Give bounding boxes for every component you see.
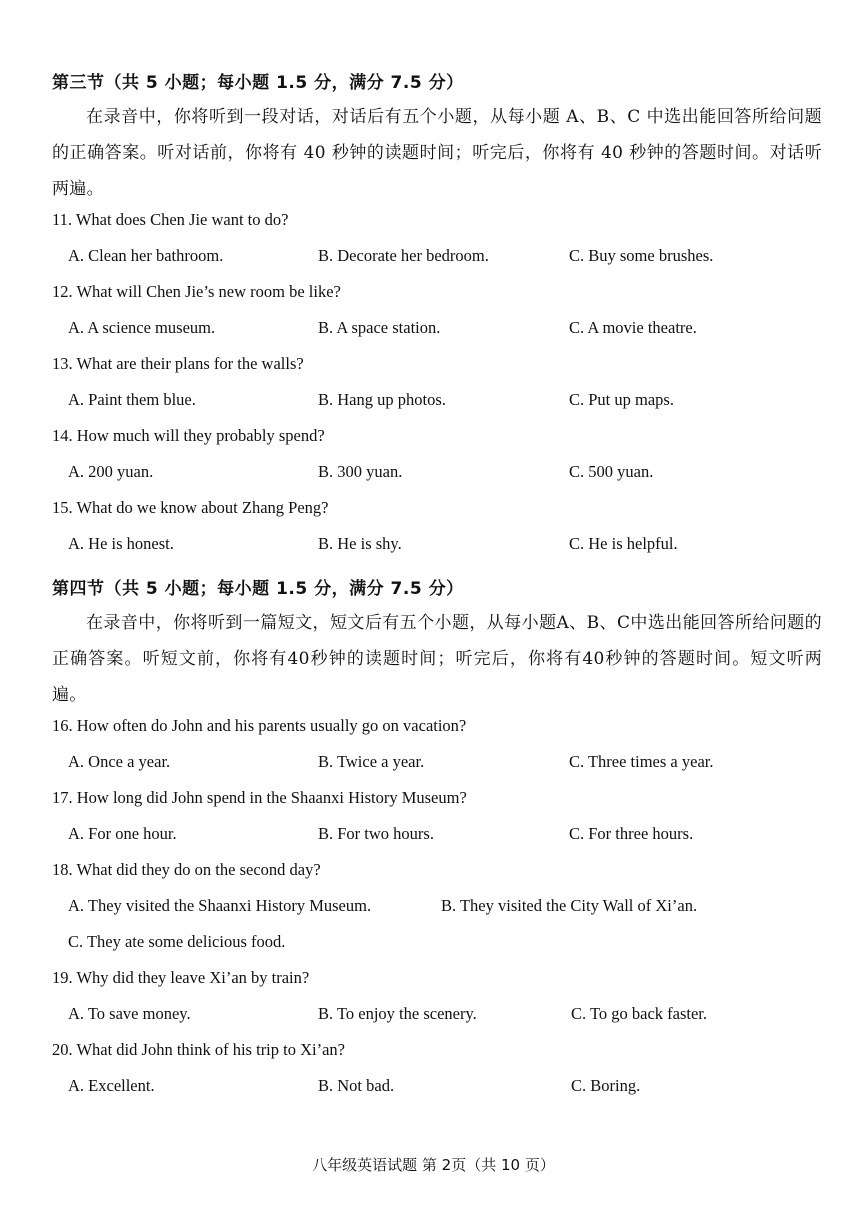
question-20-option-b: B. Not bad. — [318, 1076, 395, 1095]
question-13: 13. What are their plans for the walls? — [52, 354, 304, 373]
section-3-instructions: 在录音中，你将听到一段对话，对话后有五个小题，从每小题 A、B、C 中选出能回答所给问题的正确答案。听对话前，你将有 40 秒钟的读题时间；听完后，你将有 40 秒钟的答题时间。对话听两遍。 — [52, 107, 822, 199]
question-18-option-a: A. They visited the Shaanxi History Museum. — [68, 896, 372, 915]
question-12-option-c: C. A movie theatre. — [569, 318, 697, 337]
question-12-option-a: A. A science museum. — [68, 318, 216, 337]
section-4-instructions: 在录音中，你将听到一篇短文，短文后有五个小题，从每小题A、B、C中选出能回答所给问题的正确答案。听短文前，你将有40秒钟的读题时间；听完后，你将有40秒钟的答题时间。短文听两遍。 — [52, 613, 822, 705]
question-20: 20. What did John think of his trip to Xi’an? — [52, 1040, 345, 1059]
question-18: 18. What did they do on the second day? — [52, 860, 321, 879]
section-3-title: 第三节（共 5 小题；每小题 1.5 分，满分 7.5 分） — [52, 73, 464, 93]
question-15: 15. What do we know about Zhang Peng? — [52, 498, 329, 517]
question-14-option-b: B. 300 yuan. — [318, 462, 403, 481]
question-19-option-a: A. To save money. — [68, 1004, 191, 1023]
question-17-option-b: B. For two hours. — [318, 824, 434, 843]
question-11: 11. What does Chen Jie want to do? — [52, 210, 289, 229]
section-4-title: 第四节（共 5 小题；每小题 1.5 分，满分 7.5 分） — [52, 579, 464, 599]
question-16-option-c: C. Three times a year. — [569, 752, 714, 771]
page-footer: 八年级英语试题 第 2页（共 10 页） — [312, 1156, 555, 1174]
question-12: 12. What will Chen Jie’s new room be like? — [52, 282, 341, 301]
question-11-option-b: B. Decorate her bedroom. — [318, 246, 489, 265]
question-18-option-c: C. They ate some delicious food. — [68, 932, 286, 951]
question-12-option-b: B. A space station. — [318, 318, 441, 337]
question-15-option-c: C. He is helpful. — [569, 534, 678, 553]
question-17-option-c: C. For three hours. — [569, 824, 694, 843]
question-18-option-b: B. They visited the City Wall of Xi’an. — [441, 896, 698, 915]
question-15-option-b: B. He is shy. — [318, 534, 402, 553]
question-14: 14. How much will they probably spend? — [52, 426, 325, 445]
question-17-option-a: A. For one hour. — [68, 824, 177, 843]
question-15-option-a: A. He is honest. — [68, 534, 174, 553]
question-19-option-c: C. To go back faster. — [571, 1004, 708, 1023]
question-20-option-c: C. Boring. — [571, 1076, 641, 1095]
question-11-option-a: A. Clean her bathroom. — [68, 246, 224, 265]
question-13-option-a: A. Paint them blue. — [68, 390, 196, 409]
question-19: 19. Why did they leave Xi’an by train? — [52, 968, 310, 987]
question-16: 16. How often do John and his parents usually go on vacation? — [52, 716, 467, 735]
question-16-option-b: B. Twice a year. — [318, 752, 425, 771]
question-14-option-c: C. 500 yuan. — [569, 462, 654, 481]
question-11-option-c: C. Buy some brushes. — [569, 246, 714, 265]
question-13-option-c: C. Put up maps. — [569, 390, 674, 409]
question-17: 17. How long did John spend in the Shaanxi History Museum? — [52, 788, 467, 807]
question-14-option-a: A. 200 yuan. — [68, 462, 154, 481]
question-19-option-b: B. To enjoy the scenery. — [318, 1004, 477, 1023]
question-20-option-a: A. Excellent. — [68, 1076, 155, 1095]
question-13-option-b: B. Hang up photos. — [318, 390, 446, 409]
question-16-option-a: A. Once a year. — [68, 752, 171, 771]
